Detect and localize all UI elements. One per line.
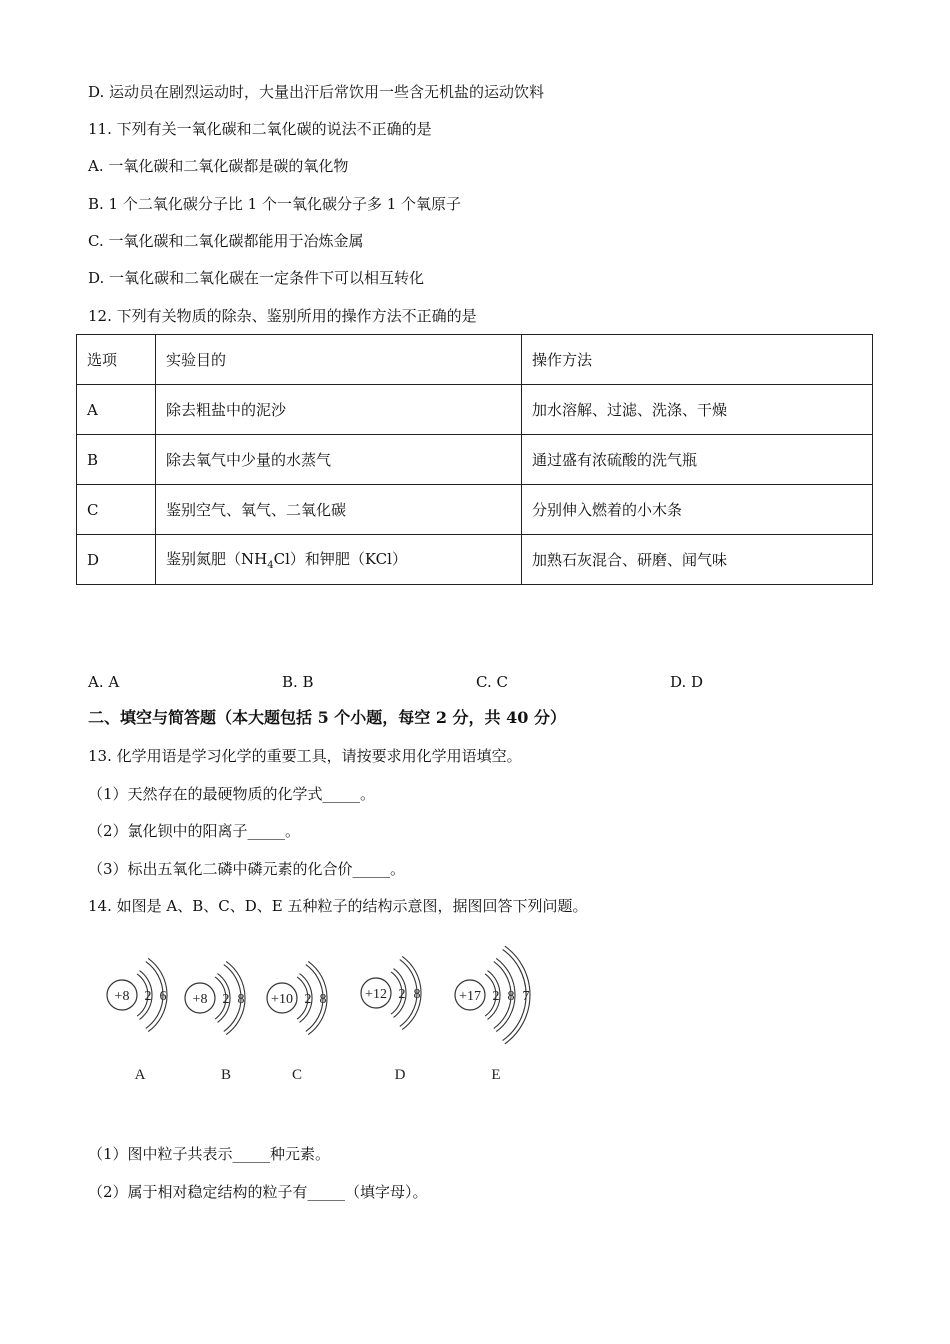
q11-stem: 11. 下列有关一氧化碳和二氧化碳的说法不正确的是 — [88, 120, 432, 138]
table-cell: 加水溶解、过滤、洗涤、干燥 — [522, 385, 873, 435]
q13-item-3: （3）标出五氧化二磷中磷元素的化合价_____。 — [88, 860, 406, 878]
table-row — [77, 435, 873, 485]
table-cell: A — [77, 385, 156, 435]
table-cell: 分别伸入燃着的小木条 — [522, 485, 873, 535]
q12-table — [76, 334, 873, 585]
shell-electron-count: 8 — [507, 989, 515, 1004]
q12-answer-a: A. A — [88, 673, 120, 691]
particle-letter-label: B — [220, 1067, 232, 1083]
nucleus-charge-label: +17 — [459, 989, 481, 1004]
shell-electron-count: 2 — [222, 992, 230, 1007]
q13-item-1: （1）天然存在的最硬物质的化学式_____。 — [88, 785, 376, 803]
q12-answer-b: B. B — [282, 673, 314, 691]
table-header-cell: 操作方法 — [522, 335, 873, 385]
table-cell: 除去氧气中少量的水蒸气 — [156, 435, 522, 485]
q13-stem: 13. 化学用语是学习化学的重要工具，请按要求用化学用语填空。 — [88, 747, 522, 765]
nucleus-charge-label: +12 — [365, 987, 387, 1002]
particle-letter-label: D — [394, 1067, 406, 1083]
shell-electron-count: 8 — [237, 992, 245, 1007]
shell-electron-count: 2 — [304, 992, 312, 1007]
table-cell: 加熟石灰混合、研磨、闻气味 — [522, 535, 873, 585]
q11-option-a: A. 一氧化碳和二氧化碳都是碳的氧化物 — [88, 157, 349, 175]
nucleus-charge-label: +8 — [114, 989, 130, 1004]
q14-stem: 14. 如图是 A、B、C、D、E 五种粒子的结构示意图，据图回答下列问题。 — [88, 897, 588, 915]
table-header-row — [77, 335, 873, 385]
q14-item-2: （2）属于相对稳定结构的粒子有_____（填字母）。 — [88, 1183, 428, 1201]
shell-electron-count: 2 — [144, 989, 152, 1004]
table-cell: 通过盛有浓硫酸的洗气瓶 — [522, 435, 873, 485]
table-row — [77, 485, 873, 535]
q14-item-1: （1）图中粒子共表示_____种元素。 — [88, 1145, 331, 1163]
shell-electron-count: 6 — [159, 989, 167, 1004]
particle-letter-label: A — [134, 1067, 146, 1083]
particle-letter-label: C — [291, 1067, 303, 1083]
table-cell: B — [77, 435, 156, 485]
section-2-title: 二、填空与简答题（本大题包括 5 个小题，每空 2 分，共 40 分） — [88, 708, 566, 727]
table-cell: 鉴别空气、氧气、二氧化碳 — [156, 485, 522, 535]
table-cell: C — [77, 485, 156, 535]
table-cell: D — [77, 535, 156, 585]
nucleus-charge-label: +10 — [271, 992, 293, 1007]
q10-option-d: D. 运动员在剧烈运动时，大量出汗后常饮用一些含无机盐的运动饮料 — [88, 83, 545, 101]
particle-structure-diagram — [100, 935, 560, 1095]
q12-answer-d: D. D — [670, 673, 704, 691]
q13-item-2: （2）氯化钡中的阳离子_____。 — [88, 822, 301, 840]
table-row — [77, 385, 873, 435]
q11-option-c: C. 一氧化碳和二氧化碳都能用于冶炼金属 — [88, 232, 364, 250]
q11-option-b: B. 1 个二氧化碳分子比 1 个一氧化碳分子多 1 个氧原子 — [88, 195, 462, 213]
q12-answer-c: C. C — [476, 673, 508, 691]
table-cell: 除去粗盐中的泥沙 — [156, 385, 522, 435]
table-row — [77, 535, 873, 585]
shell-electron-count: 7 — [522, 989, 530, 1004]
shell-electron-count: 8 — [319, 992, 327, 1007]
shell-electron-count: 2 — [398, 987, 406, 1002]
shell-electron-count: 2 — [492, 989, 500, 1004]
nucleus-charge-label: +8 — [192, 992, 208, 1007]
shell-electron-count: 8 — [413, 987, 421, 1002]
table-cell-nh4cl: 鉴别氮肥$(NH_4Cl)$和钾肥（KCl） — [156, 535, 522, 585]
q12-stem: 12. 下列有关物质的除杂、鉴别所用的操作方法不正确的是 — [88, 307, 477, 325]
table-header-cell: 选项 — [77, 335, 156, 385]
particle-letter-label: E — [491, 1067, 501, 1083]
table-header-cell: 实验目的 — [156, 335, 522, 385]
q11-option-d: D. 一氧化碳和二氧化碳在一定条件下可以相互转化 — [88, 269, 425, 287]
